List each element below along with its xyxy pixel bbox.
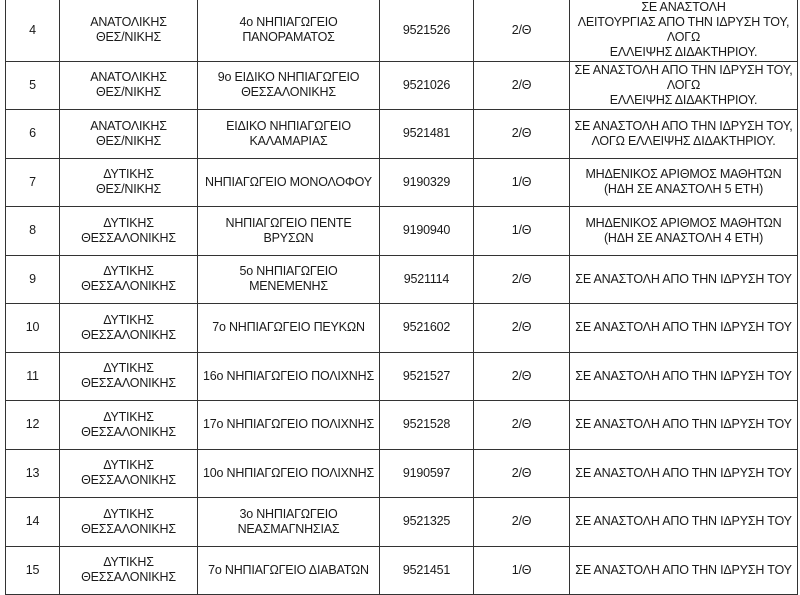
school-code-cell xyxy=(380,207,474,256)
status-cell xyxy=(570,158,798,207)
school-type-cell-text: 1/Θ xyxy=(511,562,532,577)
school-code-cell-text: 9521451 xyxy=(402,562,451,577)
school-name-cell-line: 17ο ΝΗΠΙΑΓΩΓΕΙΟ ΠΟΛΙΧΝΗΣ xyxy=(202,417,374,432)
school-name-cell-line: 4ο ΝΗΠΙΑΓΩΓΕΙΟ xyxy=(239,15,338,30)
school-type-cell xyxy=(474,61,570,110)
school-name-cell-line: 7ο ΝΗΠΙΑΓΩΓΕΙΟ ΠΕΥΚΩΝ xyxy=(212,320,365,335)
row-number-cell xyxy=(6,449,60,498)
region-cell-line: ΘΕΣ/ΝΙΚΗΣ xyxy=(95,30,162,45)
school-name-cell-line: 10ο ΝΗΠΙΑΓΩΓΕΙΟ ΠΟΛΙΧΝΗΣ xyxy=(202,465,374,480)
school-name-cell-line: 5ο ΝΗΠΙΑΓΩΓΕΙΟ ΜΕΝΕΜΕΝΗΣ xyxy=(239,264,338,294)
table-row xyxy=(6,304,798,353)
region-cell xyxy=(60,207,198,256)
school-code-cell-text: 9521528 xyxy=(402,417,451,432)
table-row xyxy=(6,110,798,159)
region-cell xyxy=(60,449,198,498)
school-type-cell xyxy=(474,546,570,595)
status-cell-line: ΛΕΙΤΟΥΡΓΙΑΣ ΑΠΟ ΤΗΝ ΙΔΡΥΣΗ ΤΟΥ, ΛΟΓΩ xyxy=(577,15,790,45)
region-cell-line: ΔΥΤΙΚΗΣ xyxy=(103,215,154,230)
school-type-cell xyxy=(474,207,570,256)
school-name-cell xyxy=(198,255,380,304)
school-code-cell xyxy=(380,158,474,207)
school-code-cell-text: 9521527 xyxy=(402,368,451,383)
school-name-cell xyxy=(198,110,380,159)
table-row xyxy=(6,255,798,304)
school-name-cell-line: ΕΙΔΙΚΟ ΝΗΠΙΑΓΩΓΕΙΟ xyxy=(226,118,351,133)
school-type-cell-text: 2/Θ xyxy=(511,465,532,480)
row-number-cell xyxy=(6,158,60,207)
school-code-cell xyxy=(380,449,474,498)
table-row xyxy=(6,0,798,61)
table-row xyxy=(6,546,798,595)
school-type-cell xyxy=(474,0,570,61)
status-cell xyxy=(570,352,798,401)
region-cell-line: ΘΕΣ/ΝΙΚΗΣ xyxy=(95,133,162,148)
row-number-cell xyxy=(6,255,60,304)
status-cell-line: ΜΗΔΕΝΙΚΟΣ ΑΡΙΘΜΟΣ ΜΑΘΗΤΩΝ xyxy=(585,167,782,182)
status-cell xyxy=(570,255,798,304)
row-number-cell-text: 6 xyxy=(29,126,36,141)
school-type-cell-text: 1/Θ xyxy=(511,223,532,238)
school-name-cell xyxy=(198,207,380,256)
school-code-cell xyxy=(380,0,474,61)
region-cell-line: ΔΥΤΙΚΗΣ xyxy=(103,264,154,279)
region-cell xyxy=(60,255,198,304)
school-type-cell-text: 1/Θ xyxy=(511,174,532,189)
school-type-cell-text: 2/Θ xyxy=(511,77,532,92)
row-number-cell-text: 14 xyxy=(25,514,40,529)
region-cell-line: ΔΥΤΙΚΗΣ xyxy=(103,312,154,327)
school-name-cell-line: 3ο ΝΗΠΙΑΓΩΓΕΙΟ ΝΕΑΣΜΑΓΝΗΣΙΑΣ xyxy=(237,506,340,536)
school-name-cell xyxy=(198,449,380,498)
school-type-cell xyxy=(474,110,570,159)
region-cell-line: ΘΕΣ/ΝΙΚΗΣ xyxy=(95,85,162,100)
region-cell-line: ΑΝΑΤΟΛΙΚΗΣ xyxy=(90,118,167,133)
row-number-cell xyxy=(6,498,60,547)
school-type-cell-text: 2/Θ xyxy=(511,271,532,286)
region-cell xyxy=(60,110,198,159)
school-type-cell-text: 2/Θ xyxy=(511,126,532,141)
school-code-cell-text: 9190329 xyxy=(402,174,451,189)
region-cell-line: ΑΝΑΤΟΛΙΚΗΣ xyxy=(90,70,167,85)
region-cell xyxy=(60,304,198,353)
status-cell xyxy=(570,304,798,353)
school-type-cell-text: 2/Θ xyxy=(511,514,532,529)
table-row xyxy=(6,158,798,207)
school-name-cell xyxy=(198,304,380,353)
status-cell xyxy=(570,0,798,61)
region-cell-line: ΔΥΤΙΚΗΣ xyxy=(103,458,154,473)
table-row xyxy=(6,207,798,256)
region-cell xyxy=(60,158,198,207)
school-name-cell xyxy=(198,352,380,401)
school-code-cell xyxy=(380,498,474,547)
school-code-cell xyxy=(380,401,474,450)
region-cell-line: ΘΕΣΣΑΛΟΝΙΚΗΣ xyxy=(81,230,176,245)
region-cell-line: ΘΕΣΣΑΛΟΝΙΚΗΣ xyxy=(81,521,176,536)
school-code-cell-text: 9521026 xyxy=(402,77,451,92)
school-name-cell-line: ΝΗΠΙΑΓΩΓΕΙΟ ΠΕΝΤΕ ΒΡΥΣΩΝ xyxy=(225,215,352,245)
status-cell xyxy=(570,61,798,110)
status-cell-line: (ΗΔΗ ΣΕ ΑΝΑΣΤΟΛΗ 5 ΕΤΗ) xyxy=(603,182,764,197)
region-cell-line: ΘΕΣΣΑΛΟΝΙΚΗΣ xyxy=(81,279,176,294)
row-number-cell-text: 12 xyxy=(25,417,40,432)
row-number-cell-text: 7 xyxy=(29,174,36,189)
table-row xyxy=(6,61,798,110)
status-cell-line: (ΗΔΗ ΣΕ ΑΝΑΣΤΟΛΗ 4 ΕΤΗ) xyxy=(603,230,764,245)
status-cell-line: ΣΕ ΑΝΑΣΤΟΛΗ ΑΠΟ ΤΗΝ ΙΔΡΥΣΗ ΤΟΥ, ΛΟΓΩ xyxy=(574,62,793,92)
school-code-cell xyxy=(380,61,474,110)
school-type-cell xyxy=(474,449,570,498)
school-type-cell xyxy=(474,158,570,207)
status-cell-line: ΣΕ ΑΝΑΣΤΟΛΗ ΑΠΟ ΤΗΝ ΙΔΡΥΣΗ ΤΟΥ, xyxy=(574,118,793,133)
school-name-cell-line: ΘΕΣΣΑΛΟΝΙΚΗΣ xyxy=(241,85,336,100)
table-row xyxy=(6,401,798,450)
table-row xyxy=(6,498,798,547)
region-cell xyxy=(60,61,198,110)
school-name-cell xyxy=(198,61,380,110)
region-cell-line: ΔΥΤΙΚΗΣ xyxy=(103,361,154,376)
school-type-cell xyxy=(474,498,570,547)
school-name-cell xyxy=(198,158,380,207)
region-cell xyxy=(60,546,198,595)
status-cell xyxy=(570,207,798,256)
status-cell xyxy=(570,110,798,159)
region-cell-line: ΘΕΣΣΑΛΟΝΙΚΗΣ xyxy=(81,327,176,342)
row-number-cell-text: 4 xyxy=(29,22,36,37)
status-cell xyxy=(570,546,798,595)
school-name-cell-line: ΚΑΛΑΜΑΡΙΑΣ xyxy=(249,133,328,148)
status-cell xyxy=(570,498,798,547)
row-number-cell xyxy=(6,546,60,595)
table-row xyxy=(6,449,798,498)
region-cell xyxy=(60,401,198,450)
region-cell xyxy=(60,352,198,401)
row-number-cell-text: 11 xyxy=(26,368,39,383)
status-cell-line: ΣΕ ΑΝΑΣΤΟΛΗ ΑΠΟ ΤΗΝ ΙΔΡΥΣΗ ΤΟΥ xyxy=(575,417,792,432)
table-row xyxy=(6,352,798,401)
school-name-cell-line: ΠΑΝΟΡΑΜΑΤΟΣ xyxy=(242,30,335,45)
school-code-cell xyxy=(380,304,474,353)
status-cell-line: ΣΕ ΑΝΑΣΤΟΛΗ ΑΠΟ ΤΗΝ ΙΔΡΥΣΗ ΤΟΥ xyxy=(575,271,792,286)
school-type-cell-text: 2/Θ xyxy=(511,320,532,335)
status-cell-line: ΣΕ ΑΝΑΣΤΟΛΗ ΑΠΟ ΤΗΝ ΙΔΡΥΣΗ ΤΟΥ xyxy=(575,320,792,335)
row-number-cell xyxy=(6,110,60,159)
school-code-cell xyxy=(380,110,474,159)
school-name-cell-line: 16ο ΝΗΠΙΑΓΩΓΕΙΟ ΠΟΛΙΧΝΗΣ xyxy=(202,368,374,383)
status-cell-line: ΕΛΛΕΙΨΗΣ ΔΙΔΑΚΤΗΡΙΟΥ. xyxy=(609,45,758,60)
region-cell-line: ΘΕΣΣΑΛΟΝΙΚΗΣ xyxy=(81,570,176,585)
row-number-cell xyxy=(6,401,60,450)
school-name-cell xyxy=(198,546,380,595)
school-type-cell xyxy=(474,304,570,353)
schools-table-body xyxy=(6,0,798,595)
school-name-cell xyxy=(198,498,380,547)
school-code-cell-text: 9521481 xyxy=(402,126,451,141)
school-code-cell xyxy=(380,255,474,304)
row-number-cell-text: 13 xyxy=(25,465,40,480)
school-type-cell xyxy=(474,352,570,401)
row-number-cell xyxy=(6,304,60,353)
school-code-cell xyxy=(380,546,474,595)
status-cell-line: ΛΟΓΩ ΕΛΛΕΙΨΗΣ ΔΙΔΑΚΤΗΡΙΟΥ. xyxy=(591,133,776,148)
region-cell-line: ΔΥΤΙΚΗΣ xyxy=(103,409,154,424)
status-cell-line: ΣΕ ΑΝΑΣΤΟΛΗ ΑΠΟ ΤΗΝ ΙΔΡΥΣΗ ΤΟΥ xyxy=(575,465,792,480)
school-code-cell-text: 9521526 xyxy=(402,22,451,37)
school-type-cell-text: 2/Θ xyxy=(511,22,532,37)
school-code-cell-text: 9190940 xyxy=(402,223,451,238)
region-cell-line: ΑΝΑΤΟΛΙΚΗΣ xyxy=(90,15,167,30)
school-name-cell xyxy=(198,401,380,450)
region-cell-line: ΘΕΣΣΑΛΟΝΙΚΗΣ xyxy=(81,473,176,488)
school-type-cell xyxy=(474,255,570,304)
school-name-cell-line: ΝΗΠΙΑΓΩΓΕΙΟ ΜΟΝΟΛΟΦΟΥ xyxy=(205,174,372,189)
status-cell xyxy=(570,401,798,450)
row-number-cell-text: 9 xyxy=(29,271,36,286)
status-cell-line: ΣΕ ΑΝΑΣΤΟΛΗ ΑΠΟ ΤΗΝ ΙΔΡΥΣΗ ΤΟΥ xyxy=(575,562,792,577)
row-number-cell-text: 8 xyxy=(29,223,36,238)
row-number-cell xyxy=(6,0,60,61)
school-code-cell-text: 9521602 xyxy=(402,320,451,335)
school-code-cell-text: 9521325 xyxy=(402,514,451,529)
region-cell-line: ΔΥΤΙΚΗΣ xyxy=(103,555,154,570)
row-number-cell-text: 5 xyxy=(29,77,36,92)
school-name-cell-line: 9ο ΕΙΔΙΚΟ ΝΗΠΙΑΓΩΓΕΙΟ xyxy=(217,70,360,85)
region-cell-line: ΔΥΤΙΚΗΣ xyxy=(103,167,154,182)
school-type-cell xyxy=(474,401,570,450)
status-cell-line: ΣΕ ΑΝΑΣΤΟΛΗ xyxy=(641,0,726,15)
row-number-cell xyxy=(6,61,60,110)
school-name-cell-line: 7ο ΝΗΠΙΑΓΩΓΕΙΟ ΔΙΑΒΑΤΩΝ xyxy=(208,562,369,577)
region-cell-line: ΔΥΤΙΚΗΣ xyxy=(103,506,154,521)
row-number-cell xyxy=(6,352,60,401)
status-cell-line: ΣΕ ΑΝΑΣΤΟΛΗ ΑΠΟ ΤΗΝ ΙΔΡΥΣΗ ΤΟΥ xyxy=(575,514,792,529)
status-cell-line: ΣΕ ΑΝΑΣΤΟΛΗ ΑΠΟ ΤΗΝ ΙΔΡΥΣΗ ΤΟΥ xyxy=(575,368,792,383)
region-cell xyxy=(60,0,198,61)
status-cell xyxy=(570,449,798,498)
status-cell-line: ΜΗΔΕΝΙΚΟΣ ΑΡΙΘΜΟΣ ΜΑΘΗΤΩΝ xyxy=(585,215,782,230)
status-cell-line: ΕΛΛΕΙΨΗΣ ΔΙΔΑΚΤΗΡΙΟΥ. xyxy=(609,92,758,107)
school-code-cell-text: 9521114 xyxy=(403,271,450,286)
row-number-cell-text: 10 xyxy=(25,320,40,335)
region-cell-line: ΘΕΣΣΑΛΟΝΙΚΗΣ xyxy=(81,376,176,391)
school-type-cell-text: 2/Θ xyxy=(511,368,532,383)
schools-table xyxy=(5,0,798,595)
row-number-cell-text: 15 xyxy=(25,562,40,577)
region-cell-line: ΘΕΣΣΑΛΟΝΙΚΗΣ xyxy=(81,424,176,439)
school-code-cell xyxy=(380,352,474,401)
row-number-cell xyxy=(6,207,60,256)
region-cell-line: ΘΕΣ/ΝΙΚΗΣ xyxy=(95,182,162,197)
school-type-cell-text: 2/Θ xyxy=(511,417,532,432)
school-code-cell-text: 9190597 xyxy=(402,465,451,480)
school-name-cell xyxy=(198,0,380,61)
region-cell xyxy=(60,498,198,547)
